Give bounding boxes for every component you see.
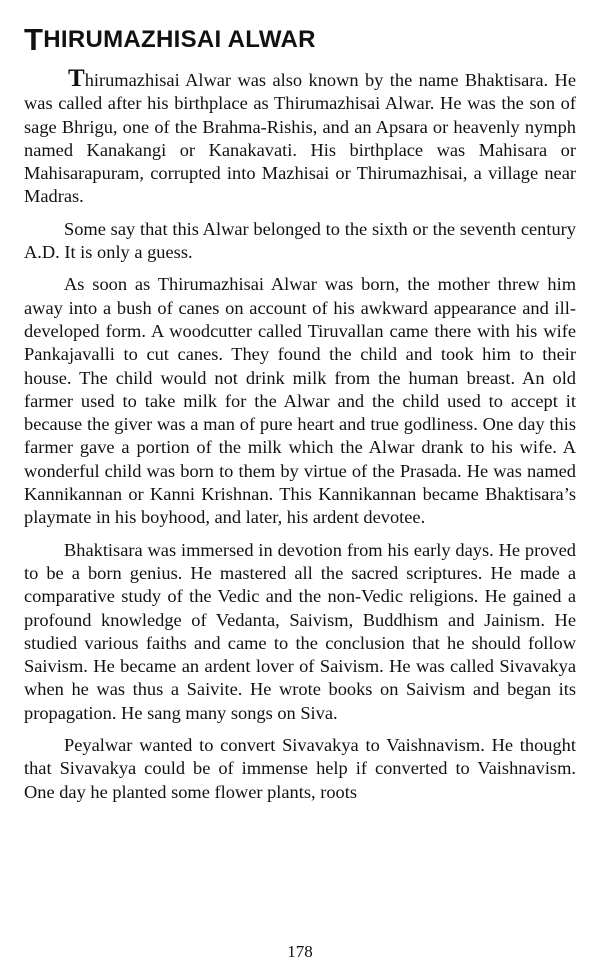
paragraph-4: Bhaktisara was immersed in devotion from his early days. He proved to be a born genius. He mastered all the sacred scriptures. He made a comparative study of the Vedic and the non-Vedic religions. He gained a profound knowledge of Vedanta, Saivism, Buddhism and Jainism. He studied various faiths and came to the conclusion that he should follow Saivism. He became an ardent lover of Saivism. He was called Sivavakya when he was thus a Saivite. He wrote books on Saivism and began its propagation. He sang many songs on Siva. bbox=[24, 539, 576, 723]
body-text bbox=[24, 67, 576, 804]
paragraph-3: As soon as Thirumazhisai Alwar was born, the mother threw him away into a bush of canes on account of his awkward appearance and ill-developed form. A woodcutter called Tiruvallan came there with his wife Pankajavalli to cut canes. They found the child and took him to their house. The child would not drink milk from the human breast. An old farmer used to take milk for the Alwar and the child used to accept it because the giver was a man of pure heart and true godliness. One day this farmer gave a portion of the milk which the Alwar drank to his wife. A wonderful child was born to them by virtue of the Prasada. He was named Kannikannan or Kanni Krishnan. This Kannikannan became Bhaktisara’s playmate in his boyhood, and later, his ardent devotee. bbox=[24, 274, 576, 528]
page-number: 178 bbox=[287, 942, 313, 961]
chapter-title-rest: HIRUMAZHISAI ALWAR bbox=[43, 26, 316, 53]
paragraph-2: Some say that this Alwar belonged to the sixth or the seventh century A.D. It is only a guess. bbox=[24, 218, 576, 263]
paragraph-5: Peyalwar wanted to convert Sivavakya to Vaishnavism. He thought that Sivavakya could be of immense help if converted to Vaishnavism. One day he planted some flower plants, roots bbox=[24, 735, 576, 802]
paragraph-1-text: hirumazhisai Alwar was also known by the name Bhaktisara. He was called after his birthplace as Thirumazhisai Alwar. He was the son of sage Bhrigu, one of the Brahma-Rishis, and an Apsara or heavenly nymph named Kanakangi or Kanakavati. His birthplace was Mahisara or Mahisarapuram, corrupted into Mazhisai or Thirumazhisai, a village near Madras. bbox=[24, 70, 576, 207]
paragraph-1 bbox=[24, 67, 576, 209]
chapter-title-initial: T bbox=[24, 22, 44, 57]
first-paragraph-initial: T bbox=[68, 65, 85, 92]
chapter-title bbox=[24, 22, 576, 55]
